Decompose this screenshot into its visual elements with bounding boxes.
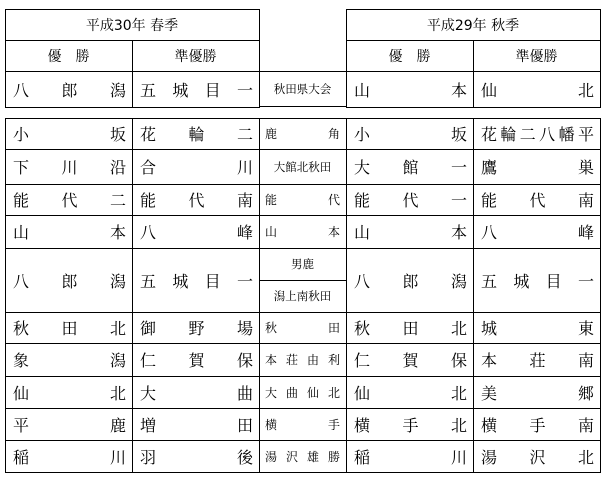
left-winner bbox=[5, 408, 132, 440]
glyph: 平 bbox=[577, 125, 594, 144]
glyph: 北 bbox=[450, 415, 467, 435]
glyph: 増 bbox=[140, 415, 157, 435]
glyph: 館 bbox=[402, 158, 419, 177]
glyph: 秋 bbox=[13, 319, 30, 338]
glyph: 八 bbox=[13, 271, 30, 291]
glyph: 八 bbox=[13, 80, 30, 100]
glyph: 荘 bbox=[529, 351, 546, 370]
glyph: 南 bbox=[577, 415, 594, 435]
glyph: 鷹 bbox=[481, 158, 498, 177]
glyph: 田 bbox=[327, 321, 340, 335]
glyph: 合 bbox=[140, 158, 157, 177]
glyph: 能 bbox=[354, 191, 371, 210]
left-winner bbox=[5, 149, 132, 184]
glyph: 秋 bbox=[265, 321, 278, 335]
glyph: 潟 bbox=[109, 351, 126, 370]
glyph: 代 bbox=[402, 191, 419, 210]
glyph: 北 bbox=[450, 383, 467, 403]
right-winner-header: 優 勝 bbox=[388, 48, 431, 65]
glyph: 賀 bbox=[188, 351, 205, 370]
pref-left-runner bbox=[132, 71, 259, 107]
right-runner bbox=[473, 312, 600, 343]
glyph: 能 bbox=[265, 193, 278, 207]
left-runner bbox=[132, 118, 259, 149]
glyph: 山 bbox=[354, 223, 371, 242]
glyph: 仁 bbox=[354, 351, 371, 370]
glyph: 御 bbox=[140, 319, 157, 338]
left-winner-header: 優 勝 bbox=[47, 48, 90, 65]
right-season-title: 平成29年 秋季 bbox=[426, 17, 520, 34]
glyph: 北 bbox=[109, 319, 126, 338]
glyph: 大 bbox=[354, 158, 371, 177]
glyph: 能 bbox=[13, 191, 30, 210]
glyph: 目 bbox=[204, 271, 221, 291]
glyph: 郎 bbox=[402, 271, 419, 291]
glyph: 横 bbox=[265, 417, 278, 432]
glyph: 湯 bbox=[265, 449, 278, 464]
right-winner bbox=[346, 184, 473, 215]
right-winner bbox=[346, 440, 473, 472]
glyph: 代 bbox=[61, 191, 78, 210]
glyph: 幡 bbox=[558, 125, 575, 144]
glyph: 手 bbox=[327, 417, 340, 432]
glyph: 小 bbox=[354, 125, 371, 144]
left-runner bbox=[132, 184, 259, 215]
glyph: 川 bbox=[450, 447, 467, 467]
right-winner bbox=[346, 408, 473, 440]
glyph: 大 bbox=[265, 385, 278, 400]
right-runner bbox=[473, 376, 600, 408]
left-runner-header: 準優勝 bbox=[174, 48, 217, 65]
glyph: 北 bbox=[577, 80, 594, 100]
left-winner bbox=[5, 248, 132, 312]
glyph: 輪 bbox=[188, 125, 205, 144]
glyph: 賀 bbox=[402, 351, 419, 370]
glyph: 利 bbox=[327, 353, 340, 367]
glyph: 湯 bbox=[481, 447, 498, 467]
glyph: 手 bbox=[529, 415, 546, 435]
glyph: 鹿 bbox=[265, 127, 278, 141]
glyph: 仙 bbox=[354, 383, 371, 403]
left-winner bbox=[5, 118, 132, 149]
region-name: 潟上南秋田 bbox=[273, 289, 332, 303]
glyph: 羽 bbox=[140, 447, 157, 467]
glyph: 目 bbox=[545, 271, 562, 291]
glyph: 象 bbox=[13, 351, 30, 370]
glyph: 曲 bbox=[236, 383, 253, 403]
glyph: 沿 bbox=[109, 158, 126, 177]
glyph: 曲 bbox=[285, 385, 298, 400]
glyph: 場 bbox=[236, 319, 253, 338]
glyph: 一 bbox=[450, 158, 467, 177]
right-runner bbox=[473, 215, 600, 248]
right-runner bbox=[473, 184, 600, 215]
glyph: 沢 bbox=[285, 449, 298, 464]
glyph: 稲 bbox=[354, 447, 371, 467]
right-runner bbox=[473, 149, 600, 184]
glyph: 能 bbox=[140, 191, 157, 210]
pref-tournament-label: 秋田県大会 bbox=[273, 82, 332, 96]
left-runner bbox=[132, 376, 259, 408]
glyph: 目 bbox=[204, 80, 221, 100]
left-runner bbox=[132, 343, 259, 376]
glyph: 郎 bbox=[61, 271, 78, 291]
glyph: 本 bbox=[265, 353, 278, 367]
glyph: 南 bbox=[577, 351, 594, 370]
glyph: 保 bbox=[450, 351, 467, 370]
glyph: 雄 bbox=[306, 449, 319, 464]
glyph: 五 bbox=[140, 80, 157, 100]
left-winner bbox=[5, 184, 132, 215]
glyph: 野 bbox=[188, 319, 205, 338]
glyph: 花 bbox=[481, 125, 498, 144]
glyph: 川 bbox=[109, 447, 126, 467]
glyph: 平 bbox=[13, 415, 30, 435]
left-winner bbox=[5, 440, 132, 472]
glyph: 能 bbox=[481, 191, 498, 210]
right-runner bbox=[473, 408, 600, 440]
glyph: 代 bbox=[188, 191, 205, 210]
right-runner bbox=[473, 248, 600, 312]
glyph: 田 bbox=[236, 415, 253, 435]
glyph: 横 bbox=[354, 415, 371, 435]
glyph: 八 bbox=[140, 223, 157, 242]
pref-right-winner bbox=[346, 71, 473, 107]
left-winner bbox=[5, 215, 132, 248]
glyph: 本 bbox=[327, 225, 340, 239]
glyph: 仁 bbox=[140, 351, 157, 370]
pref-right-runner bbox=[473, 71, 600, 107]
glyph: 美 bbox=[481, 383, 498, 403]
right-winner bbox=[346, 149, 473, 184]
glyph: 横 bbox=[481, 415, 498, 435]
left-runner bbox=[132, 248, 259, 312]
glyph: 仙 bbox=[13, 383, 30, 403]
left-runner bbox=[132, 312, 259, 343]
right-runner-header: 準優勝 bbox=[515, 48, 558, 65]
glyph: 下 bbox=[13, 158, 30, 177]
glyph: 本 bbox=[450, 80, 467, 100]
left-season-title: 平成30年 春季 bbox=[85, 17, 179, 34]
glyph: 田 bbox=[402, 319, 419, 338]
glyph: 城 bbox=[172, 271, 189, 291]
glyph: 南 bbox=[236, 191, 253, 210]
right-runner bbox=[473, 343, 600, 376]
glyph: 田 bbox=[61, 319, 78, 338]
glyph: 東 bbox=[577, 319, 594, 338]
glyph: 南 bbox=[577, 191, 594, 210]
glyph: 二 bbox=[109, 191, 126, 210]
glyph: 川 bbox=[236, 158, 253, 177]
glyph: 花 bbox=[140, 125, 157, 144]
glyph: 秋 bbox=[354, 319, 371, 338]
glyph: 一 bbox=[450, 191, 467, 210]
glyph: 一 bbox=[577, 271, 594, 291]
left-winner bbox=[5, 343, 132, 376]
region-name: 男鹿 bbox=[291, 257, 314, 271]
glyph: 稲 bbox=[13, 447, 30, 467]
glyph: 城 bbox=[172, 80, 189, 100]
glyph: 大 bbox=[140, 383, 157, 403]
region-name: 大館北秋田 bbox=[273, 159, 332, 174]
glyph: 八 bbox=[481, 223, 498, 242]
glyph: 山 bbox=[354, 80, 371, 100]
pref-left-winner bbox=[5, 71, 132, 107]
glyph: 代 bbox=[327, 193, 340, 207]
glyph: 山 bbox=[13, 223, 30, 242]
glyph: 五 bbox=[140, 271, 157, 291]
left-runner bbox=[132, 215, 259, 248]
header-border bbox=[600, 9, 601, 108]
glyph: 本 bbox=[109, 223, 126, 242]
rule-line bbox=[600, 118, 601, 473]
glyph: 郎 bbox=[61, 80, 78, 100]
right-winner bbox=[346, 376, 473, 408]
glyph: 二 bbox=[236, 125, 253, 144]
glyph: 仙 bbox=[481, 80, 498, 100]
glyph: 川 bbox=[61, 158, 78, 177]
glyph: 城 bbox=[513, 271, 530, 291]
glyph: 峰 bbox=[577, 223, 594, 242]
glyph: 北 bbox=[577, 447, 594, 467]
glyph: 北 bbox=[327, 385, 340, 400]
glyph: 輪 bbox=[500, 125, 517, 144]
glyph: 潟 bbox=[109, 271, 126, 291]
glyph: 仙 bbox=[306, 385, 319, 400]
glyph: 角 bbox=[327, 127, 340, 141]
glyph: 勝 bbox=[327, 449, 340, 464]
glyph: 峰 bbox=[236, 223, 253, 242]
right-runner bbox=[473, 440, 600, 472]
glyph: 八 bbox=[354, 271, 371, 291]
right-winner bbox=[346, 312, 473, 343]
glyph: 後 bbox=[236, 447, 253, 467]
left-runner bbox=[132, 408, 259, 440]
glyph: 本 bbox=[450, 223, 467, 242]
glyph: 坂 bbox=[109, 125, 126, 144]
right-runner bbox=[473, 118, 600, 149]
glyph: 一 bbox=[236, 80, 253, 100]
right-winner bbox=[346, 118, 473, 149]
glyph: 由 bbox=[306, 353, 319, 367]
left-runner bbox=[132, 440, 259, 472]
glyph: 五 bbox=[481, 271, 498, 291]
glyph: 坂 bbox=[450, 125, 467, 144]
region-column-frame bbox=[259, 118, 347, 473]
glyph: 手 bbox=[402, 415, 419, 435]
glyph: 北 bbox=[450, 319, 467, 338]
glyph: 小 bbox=[13, 125, 30, 144]
glyph: 保 bbox=[236, 351, 253, 370]
glyph: 潟 bbox=[450, 271, 467, 291]
glyph: 山 bbox=[265, 225, 278, 239]
glyph: 二 bbox=[519, 125, 536, 144]
left-winner bbox=[5, 312, 132, 343]
glyph: 潟 bbox=[109, 80, 126, 100]
glyph: 郷 bbox=[577, 383, 594, 403]
glyph: 巣 bbox=[577, 158, 594, 177]
glyph: 鹿 bbox=[109, 415, 126, 435]
glyph: 一 bbox=[236, 271, 253, 291]
glyph: 八 bbox=[539, 125, 556, 144]
glyph: 代 bbox=[529, 191, 546, 210]
glyph: 本 bbox=[481, 351, 498, 370]
glyph: 荘 bbox=[285, 353, 298, 367]
glyph: 北 bbox=[109, 383, 126, 403]
glyph: 城 bbox=[481, 319, 498, 338]
left-winner bbox=[5, 376, 132, 408]
right-winner bbox=[346, 343, 473, 376]
right-winner bbox=[346, 215, 473, 248]
right-winner bbox=[346, 248, 473, 312]
glyph: 沢 bbox=[529, 447, 546, 467]
left-runner bbox=[132, 149, 259, 184]
